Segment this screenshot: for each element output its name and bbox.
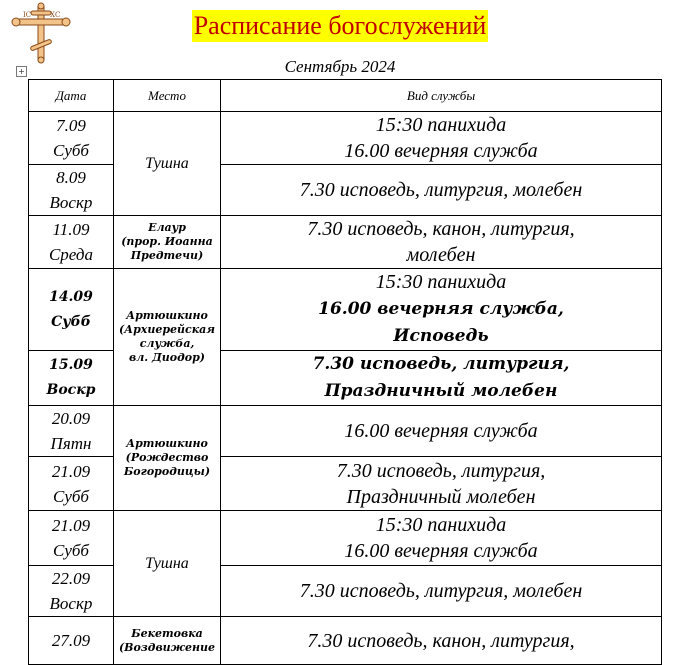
table-row [29, 112, 662, 165]
date-cell: 21.09 Субб [29, 457, 114, 511]
title-wrap [0, 10, 680, 42]
service-cell: 15:30 панихида 16.00 вечерняя служба [221, 112, 662, 165]
table-row [29, 406, 662, 457]
place-cell: Бекетовка (Воздвижение [114, 617, 221, 665]
table-row [29, 269, 662, 351]
service-cell: 7.30 исповедь, литургия, Праздничный молебен [221, 457, 662, 511]
place-cell: Тушна [114, 511, 221, 617]
place-cell: Артюшкино (Архиерейская служба, вл. Диодор) [114, 269, 221, 406]
date-cell: 15.09 Воскр [29, 351, 114, 406]
logo-text-right: ХС [50, 11, 61, 19]
table-move-handle-icon[interactable]: + [16, 66, 27, 77]
service-cell: 7.30 исповедь, литургия, молебен [221, 165, 662, 216]
date-cell: 11.09 Среда [29, 216, 114, 269]
service-cell: 15:30 панихида 16.00 вечерняя служба [221, 511, 662, 566]
place-cell: Артюшкино (Рождество Богородицы) [114, 406, 221, 511]
column-header-place: Место [114, 80, 221, 112]
page-title: Расписание богослужений [193, 11, 487, 40]
page-subtitle: Сентябрь 2024 [284, 57, 396, 76]
service-cell: 7.30 исповедь, литургия, Праздничный молебен [221, 351, 662, 406]
column-header-date: Дата [29, 80, 114, 112]
place-cell: Тушна [114, 112, 221, 216]
table-row [29, 216, 662, 269]
service-cell: 7.30 исповедь, литургия, молебен [221, 566, 662, 617]
service-cell: 7.30 исповедь, канон, литургия, молебен [221, 216, 662, 269]
service-cell: 15:30 панихида 16.00 вечерняя служба, Исповедь [221, 269, 662, 351]
place-cell: Елаур (прор. Иоанна Предтечи) [114, 216, 221, 269]
table-header-row [29, 80, 662, 112]
table-row [29, 511, 662, 566]
logo-text-left: IС [23, 11, 32, 19]
date-cell: 20.09 Пятн [29, 406, 114, 457]
service-cell: 16.00 вечерняя служба [221, 406, 662, 457]
date-cell: 22.09 Воскр [29, 566, 114, 617]
date-cell: 21.09 Субб [29, 511, 114, 566]
date-cell: 27.09 [29, 617, 114, 665]
schedule-table [28, 79, 662, 665]
date-cell: 8.09 Воскр [29, 165, 114, 216]
column-header-service: Вид службы [221, 80, 662, 112]
date-cell: 7.09 Субб [29, 112, 114, 165]
date-cell: 14.09 Субб [29, 269, 114, 351]
table-row [29, 617, 662, 665]
service-cell: 7.30 исповедь, канон, литургия, [221, 617, 662, 665]
